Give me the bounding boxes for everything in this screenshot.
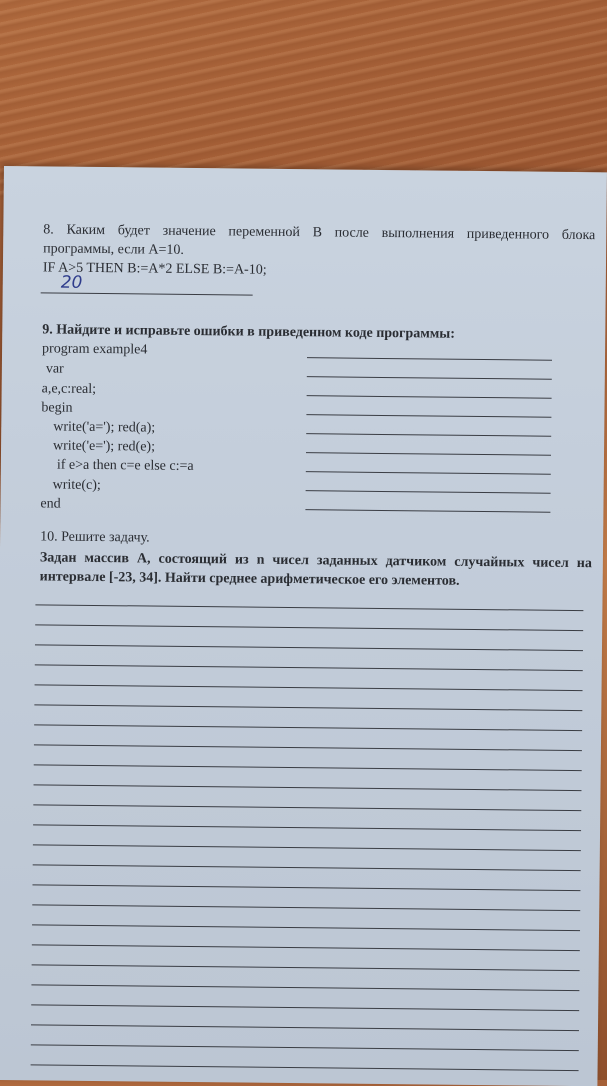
q10-answer-line[interactable]	[35, 624, 583, 631]
q10-line-2: интервале [-23, 34]. Найти среднее арифметическое его элементов.	[39, 569, 460, 589]
q10-answer-line[interactable]	[31, 1064, 579, 1071]
q9-answer-line[interactable]	[307, 357, 552, 361]
q9-answer-line[interactable]	[307, 376, 552, 380]
q8-code-line: IF A>5 THEN B:=A*2 ELSE B:=A-10;	[42, 260, 267, 278]
q10-answer-line[interactable]	[33, 804, 581, 811]
q10-answer-line[interactable]	[34, 764, 582, 771]
q10-answer-line[interactable]	[34, 784, 582, 791]
q9-answer-line[interactable]	[307, 395, 552, 399]
q10-answer-line[interactable]	[32, 924, 580, 931]
q9-answer-line[interactable]	[306, 452, 551, 456]
q9-answer-line[interactable]	[306, 490, 551, 494]
q10-answer-line[interactable]	[32, 964, 580, 971]
q10-answer-line[interactable]	[35, 644, 583, 651]
q9-code-line-4: begin	[41, 400, 73, 416]
q8-line-2: программы, если А=10.	[43, 241, 185, 258]
q10-answer-line[interactable]	[31, 1004, 579, 1011]
q10-answer-line[interactable]	[31, 1024, 579, 1031]
q10-title: 10. Решите задачу.	[40, 529, 150, 546]
q9-answer-line[interactable]	[306, 433, 551, 437]
q9-code-line-7: if e>a then c=e else c:=a	[56, 457, 194, 475]
q10-answer-line[interactable]	[34, 744, 582, 751]
q8-answer-line[interactable]	[41, 292, 253, 295]
q9-code-line-8: write(c);	[52, 477, 101, 494]
q10-answer-line[interactable]	[35, 664, 583, 671]
q9-answer-line[interactable]	[306, 471, 551, 475]
q9-code-line-3: a,e,c:real;	[41, 381, 97, 397]
q9-code-line-9: end	[40, 496, 61, 512]
q9-answer-line[interactable]	[305, 509, 550, 513]
q9-answer-line[interactable]	[306, 414, 551, 418]
q10-answer-line[interactable]	[34, 704, 582, 711]
q9-code-line-1: program example4	[42, 341, 148, 358]
q10-line-1: Задан массив А, состоящий из n чисел заданных датчиком случайных чисел на	[39, 550, 592, 572]
worksheet-page	[0, 166, 607, 1086]
q10-answer-line[interactable]	[32, 884, 580, 891]
q10-answer-line[interactable]	[31, 1044, 579, 1051]
q10-answer-line[interactable]	[33, 844, 581, 851]
q9-code-line-6: write('e='); red(e);	[52, 438, 156, 455]
q9-code-line-2: var	[45, 361, 64, 377]
q10-answer-line[interactable]	[31, 984, 579, 991]
q9-code-line-5: write('a='); red(a);	[53, 419, 156, 436]
q10-answer-line[interactable]	[32, 904, 580, 911]
q10-answer-line[interactable]	[34, 724, 582, 731]
q10-answer-line[interactable]	[35, 604, 583, 611]
q10-answer-line[interactable]	[35, 684, 583, 691]
q8-line-1: 8. Каким будет значение переменной В после выполнения приведенного блока	[43, 222, 596, 244]
q10-answer-line[interactable]	[33, 864, 581, 871]
q9-title: 9. Найдите и исправьте ошибки в приведенном коде программы:	[42, 322, 455, 342]
q10-answer-line[interactable]	[32, 944, 580, 951]
q10-answer-line[interactable]	[33, 824, 581, 831]
q8-handwritten-answer: 20	[60, 272, 83, 293]
